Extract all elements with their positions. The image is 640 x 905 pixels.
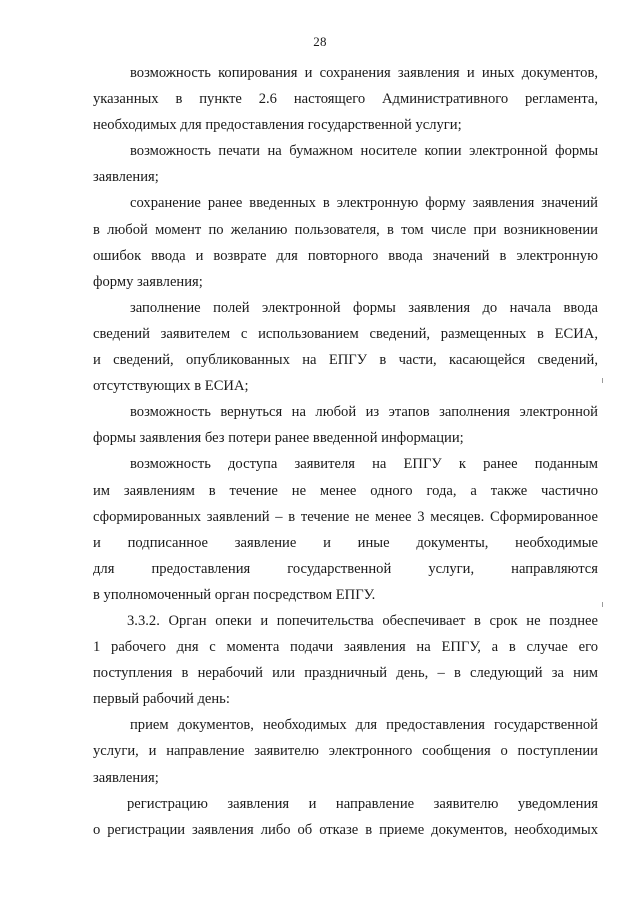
text-line: возможность копирования и сохранения заявления и иных документов, [130,65,598,81]
text-line: сохранение ранее введенных в электронную форму заявления значений [130,195,598,212]
text-line: отсутствующих в ЕСИА; [93,378,249,395]
scan-mark [602,602,603,607]
text-line: заполнение полей электронной формы заявления до начала ввода [130,299,598,316]
text-line: формы заявления без потери ранее введенной информации; [93,430,464,447]
text-line: услуги, и направление заявителю электронного сообщения о поступлении [93,743,598,760]
text-line: и подписанное заявление и иные документы, необходимые [93,534,598,551]
text-line: для предоставления государственной услуги, направляются [93,560,598,577]
text-line: 1 рабочего дня с момента подачи заявления на ЕПГУ, а в случае его [93,639,598,656]
text-line: и сведений, опубликованных на ЕПГУ в части, касающейся сведений, [93,352,598,369]
text-line: о регистрации заявления либо об отказе в приеме документов, необходимых [93,821,598,838]
text-line: необходимых для предоставления государственной услуги; [93,117,462,134]
text-line: 3.3.2. Орган опеки и попечительства обеспечивает в срок не позднее [127,612,598,629]
scan-mark [602,378,603,383]
document-body [93,60,598,843]
text-line: поступления в нерабочий или праздничный день, – в следующий за ним [93,665,598,682]
text-line: заявления; [93,169,159,186]
text-line: прием документов, необходимых для предоставления государственной [130,717,598,734]
text-line: возможность печати на бумажном носителе копии электронной формы [130,143,598,160]
text-line: в уполномоченный орган посредством ЕПГУ. [93,586,376,603]
text-line: указанных в пункте 2.6 настоящего Административного регламента, [93,91,598,108]
text-line: регистрацию заявления и направление заявителю уведомления [127,795,598,812]
text-line: возможность вернуться на любой из этапов заполнения электронной [130,404,598,421]
text-line: возможность доступа заявителя на ЕПГУ к ранее поданным [130,456,598,473]
text-line: сформированных заявлений – в течение не менее 3 месяцев. Сформированное [93,508,598,525]
text-line: заявления; [93,769,159,786]
page-number: 28 [313,34,327,49]
text-line: сведений заявителем с использованием сведений, размещенных в ЕСИА, [93,325,598,342]
text-line: им заявлениям в течение не менее одного года, а также частично [93,482,598,499]
text-line: ошибок ввода и возврате для повторного ввода значений в электронную [93,247,598,264]
text-line: в любой момент по желанию пользователя, в том числе при возникновении [93,221,598,238]
text-line: первый рабочий день: [93,691,230,708]
text-line: форму заявления; [93,273,203,290]
